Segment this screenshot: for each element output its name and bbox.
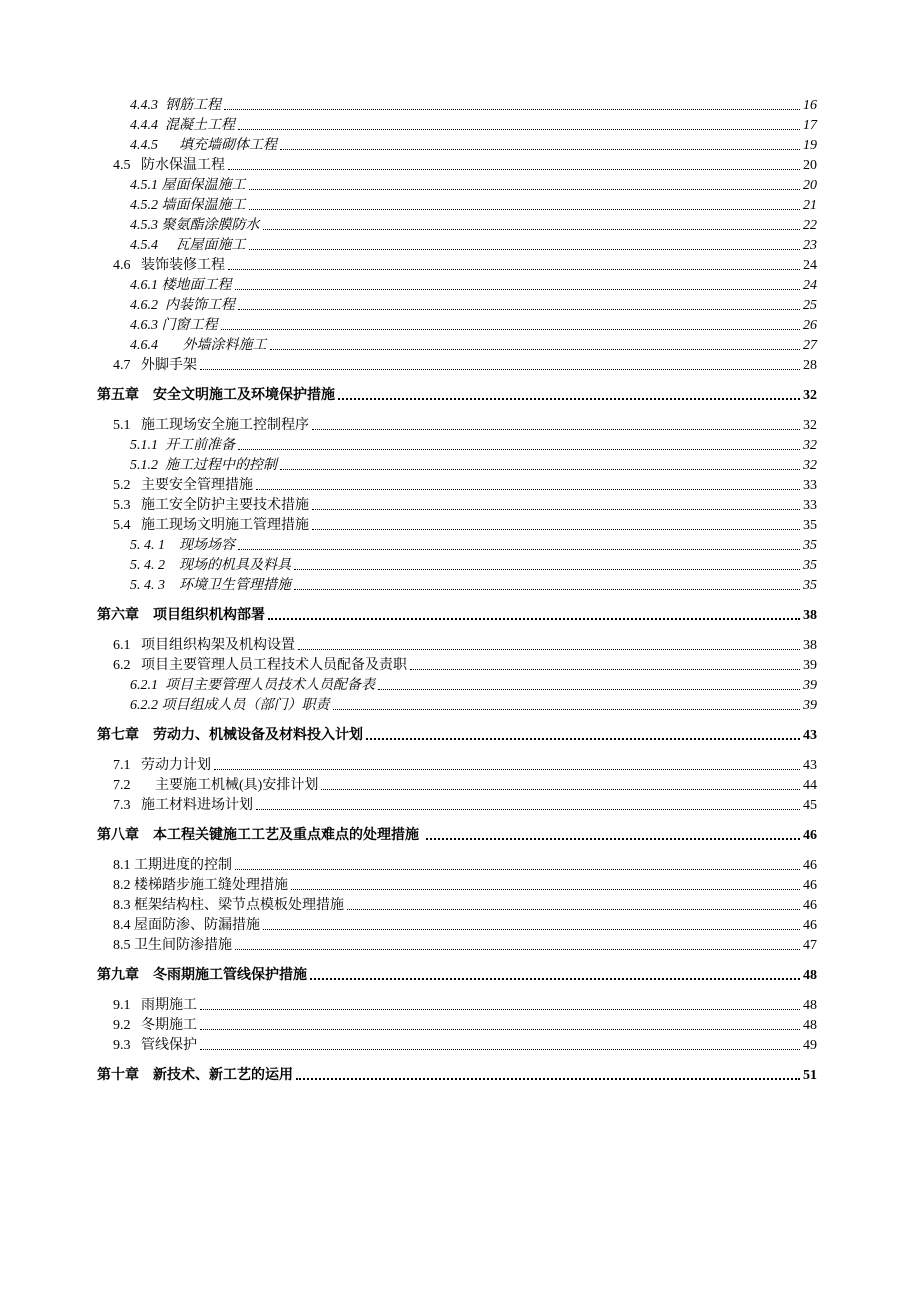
toc-entry-title: 5.3 施工安全防护主要技术措施 (113, 498, 309, 513)
dot-leader (263, 929, 800, 930)
dot-leader (268, 618, 800, 620)
toc-entry-title: 8.1 工期进度的控制 (113, 858, 232, 873)
toc-entry[interactable] (130, 176, 817, 196)
toc-chapter-entry[interactable] (97, 1066, 817, 1086)
toc-page-number: 43 (803, 758, 817, 773)
toc-page-number: 35 (803, 518, 817, 533)
toc-entry-title: 6.2.1 项目主要管理人员技术人员配备表 (130, 678, 375, 693)
toc-page-number: 27 (803, 338, 817, 353)
toc-entry[interactable] (113, 256, 817, 276)
dot-leader (310, 978, 800, 980)
toc-page-number: 48 (803, 968, 817, 983)
dot-leader (366, 738, 800, 740)
toc-entry-title: 5.2 主要安全管理措施 (113, 478, 253, 493)
toc-page-number: 33 (803, 498, 817, 513)
toc-entry[interactable] (130, 336, 817, 356)
toc-chapter-entry[interactable] (97, 826, 817, 846)
toc-entry[interactable] (113, 896, 817, 916)
dot-leader (238, 449, 800, 450)
toc-entry-title: 第八章 本工程关键施工工艺及重点难点的处理措施 (97, 828, 423, 843)
dot-leader (249, 249, 801, 250)
toc-page-number: 23 (803, 238, 817, 253)
toc-entry-title: 5. 4. 1 现场场容 (130, 538, 235, 553)
toc-page-number: 46 (803, 828, 817, 843)
dot-leader (333, 709, 801, 710)
toc-page-number: 17 (803, 118, 817, 133)
dot-leader (224, 109, 800, 110)
dot-leader (410, 669, 800, 670)
toc-entry[interactable] (113, 636, 817, 656)
toc-chapter-entry[interactable] (97, 966, 817, 986)
toc-page-number: 26 (803, 318, 817, 333)
dot-leader (200, 1029, 800, 1030)
toc-page-number: 32 (803, 458, 817, 473)
toc-entry-title: 6.2 项目主要管理人员工程技术人员配备及责职 (113, 658, 407, 673)
toc-page-number: 49 (803, 1038, 817, 1053)
toc-entry[interactable] (130, 696, 817, 716)
toc-page-number: 21 (803, 198, 817, 213)
dot-leader (228, 169, 800, 170)
toc-entry[interactable] (130, 196, 817, 216)
toc-entry-title: 4.6 装饰装修工程 (113, 258, 225, 273)
dot-leader (263, 229, 801, 230)
dot-leader (296, 1078, 800, 1080)
toc-entry-title: 4.5.2 墙面保温施工 (130, 198, 246, 213)
toc-entry[interactable] (130, 536, 817, 556)
toc-entry-title: 8.2 楼梯踏步施工缝处理措施 (113, 878, 288, 893)
toc-page-number: 24 (803, 278, 817, 293)
toc-entry-title: 第九章 冬雨期施工管线保护措施 (97, 968, 307, 983)
toc-entry-title: 第五章 安全文明施工及环境保护措施 (97, 388, 335, 403)
toc-entry[interactable] (130, 136, 817, 156)
toc-page-number: 32 (803, 438, 817, 453)
toc-entry[interactable] (113, 416, 817, 436)
toc-entry[interactable] (113, 796, 817, 816)
toc-page-number: 46 (803, 898, 817, 913)
dot-leader (235, 289, 801, 290)
dot-leader (249, 209, 801, 210)
toc-page-number: 46 (803, 858, 817, 873)
toc-entry-title: 第六章 项目组织机构部署 (97, 608, 265, 623)
toc-page-number: 25 (803, 298, 817, 313)
toc-page-number: 39 (803, 678, 817, 693)
toc-entry[interactable] (130, 576, 817, 596)
toc-page-number: 20 (803, 178, 817, 193)
toc-entry-title: 4.6.2 内装饰工程 (130, 298, 235, 313)
toc-entry[interactable] (130, 556, 817, 576)
dot-leader (294, 589, 800, 590)
toc-entry-title: 4.5.3 聚氨酯涂膜防水 (130, 218, 260, 233)
dot-leader (249, 189, 801, 190)
toc-page-number: 48 (803, 1018, 817, 1033)
toc-entry-title: 6.2.2 项目组成人员（部门）职责 (130, 698, 330, 713)
dot-leader (280, 469, 800, 470)
dot-leader (426, 838, 801, 840)
toc-page-number: 32 (803, 388, 817, 403)
dot-leader (235, 949, 800, 950)
toc-page-number: 19 (803, 138, 817, 153)
toc-entry[interactable] (113, 856, 817, 876)
toc-page-number: 20 (803, 158, 817, 173)
toc-page-number: 44 (803, 778, 817, 793)
dot-leader (235, 869, 800, 870)
toc-page-number: 46 (803, 878, 817, 893)
toc-page-number: 28 (803, 358, 817, 373)
toc-entry-title: 8.4 屋面防渗、防漏措施 (113, 918, 260, 933)
dot-leader (238, 309, 800, 310)
toc-entry-title: 7.1 劳动力计划 (113, 758, 211, 773)
toc-entry[interactable] (130, 236, 817, 256)
dot-leader (312, 509, 800, 510)
toc-entry-title: 4.6.3 门窗工程 (130, 318, 218, 333)
toc-entry[interactable] (130, 276, 817, 296)
dot-leader (338, 398, 800, 400)
dot-leader (200, 1009, 800, 1010)
dot-leader (347, 909, 800, 910)
toc-entry[interactable] (113, 936, 817, 956)
toc-entry-title: 7.2 主要施工机械(具)安排计划 (113, 778, 319, 793)
toc-entry-title: 5.4 施工现场文明施工管理措施 (113, 518, 309, 533)
dot-leader (200, 1049, 800, 1050)
toc-entry[interactable] (113, 996, 817, 1016)
dot-leader (321, 789, 800, 790)
toc-entry-title: 第十章 新技术、新工艺的运用 (97, 1068, 293, 1083)
toc-entry-title: 5. 4. 2 现场的机具及料具 (130, 558, 291, 573)
dot-leader (256, 809, 800, 810)
toc-entry[interactable] (113, 476, 817, 496)
toc-entry[interactable] (130, 456, 817, 476)
toc-entry-title: 4.7 外脚手架 (113, 358, 197, 373)
toc-entry[interactable] (130, 676, 817, 696)
toc-page-number: 24 (803, 258, 817, 273)
toc-page-number: 35 (803, 578, 817, 593)
toc-page-number: 38 (803, 608, 817, 623)
toc-page-number: 43 (803, 728, 817, 743)
toc-entry-title: 5.1 施工现场安全施工控制程序 (113, 418, 309, 433)
toc-page-number: 45 (803, 798, 817, 813)
toc-entry-title: 4.4.3 钢筋工程 (130, 98, 221, 113)
toc-entry[interactable] (113, 156, 817, 176)
toc-entry-title: 5. 4. 3 环境卫生管理措施 (130, 578, 291, 593)
toc-page-number: 32 (803, 418, 817, 433)
dot-leader (200, 369, 800, 370)
dot-leader (294, 569, 800, 570)
toc-entry-title: 4.6.4 外墙涂料施工 (130, 338, 267, 353)
toc-entry-title: 4.5.1 屋面保温施工 (130, 178, 246, 193)
toc-entry[interactable] (130, 116, 817, 136)
toc-chapter-entry[interactable] (97, 726, 817, 746)
toc-page-number: 51 (803, 1068, 817, 1083)
toc-entry[interactable] (130, 316, 817, 336)
dot-leader (312, 529, 800, 530)
toc-page-number: 22 (803, 218, 817, 233)
toc-entry-title: 4.4.4 混凝土工程 (130, 118, 235, 133)
toc-page-number: 47 (803, 938, 817, 953)
toc-entry[interactable] (113, 516, 817, 536)
toc-entry[interactable] (130, 96, 817, 116)
dot-leader (238, 549, 800, 550)
dot-leader (291, 889, 800, 890)
toc-entry[interactable] (113, 1016, 817, 1036)
toc-entry-title: 4.5.4 瓦屋面施工 (130, 238, 246, 253)
toc-chapter-entry[interactable] (97, 606, 817, 626)
toc-page-number: 48 (803, 998, 817, 1013)
dot-leader (256, 489, 800, 490)
toc-entry-title: 4.5 防水保温工程 (113, 158, 225, 173)
toc-entry-title: 第七章 劳动力、机械设备及材料投入计划 (97, 728, 363, 743)
toc-page-number: 35 (803, 538, 817, 553)
toc-page-number: 46 (803, 918, 817, 933)
toc-page-number: 39 (803, 698, 817, 713)
toc-page-number: 38 (803, 638, 817, 653)
toc-entry-title: 8.3 框架结构柱、梁节点模板处理措施 (113, 898, 344, 913)
toc-chapter-entry[interactable] (97, 386, 817, 406)
toc-entry-title: 8.5 卫生间防渗措施 (113, 938, 232, 953)
toc-entry[interactable] (113, 776, 817, 796)
dot-leader (228, 269, 800, 270)
dot-leader (312, 429, 800, 430)
toc-entry-title: 5.1.2 施工过程中的控制 (130, 458, 277, 473)
toc-entry[interactable] (113, 496, 817, 516)
dot-leader (221, 329, 801, 330)
toc-entry-title: 4.4.5 填充墙砌体工程 (130, 138, 277, 153)
toc-page-number: 39 (803, 658, 817, 673)
dot-leader (238, 129, 800, 130)
toc-entry[interactable] (113, 1036, 817, 1056)
toc-entry[interactable] (113, 656, 817, 676)
toc-page-number: 16 (803, 98, 817, 113)
toc-entry[interactable] (113, 916, 817, 936)
toc-entry[interactable] (130, 436, 817, 456)
toc-entry-title: 7.3 施工材料进场计划 (113, 798, 253, 813)
toc-entry[interactable] (113, 356, 817, 376)
toc-page-number: 33 (803, 478, 817, 493)
toc-entry-title: 9.1 雨期施工 (113, 998, 197, 1013)
toc-entry-title: 9.3 管线保护 (113, 1038, 197, 1053)
dot-leader (378, 689, 800, 690)
toc-entry-title: 5.1.1 开工前准备 (130, 438, 235, 453)
dot-leader (270, 349, 801, 350)
toc-entry-title: 9.2 冬期施工 (113, 1018, 197, 1033)
toc-page-number: 35 (803, 558, 817, 573)
dot-leader (214, 769, 800, 770)
toc-entry[interactable] (130, 296, 817, 316)
toc-entry[interactable] (130, 216, 817, 236)
dot-leader (298, 649, 800, 650)
dot-leader (280, 149, 800, 150)
toc-entry-title: 4.6.1 楼地面工程 (130, 278, 232, 293)
toc-entry[interactable] (113, 756, 817, 776)
toc-entry-title: 6.1 项目组织构架及机构设置 (113, 638, 295, 653)
toc-entry[interactable] (113, 876, 817, 896)
